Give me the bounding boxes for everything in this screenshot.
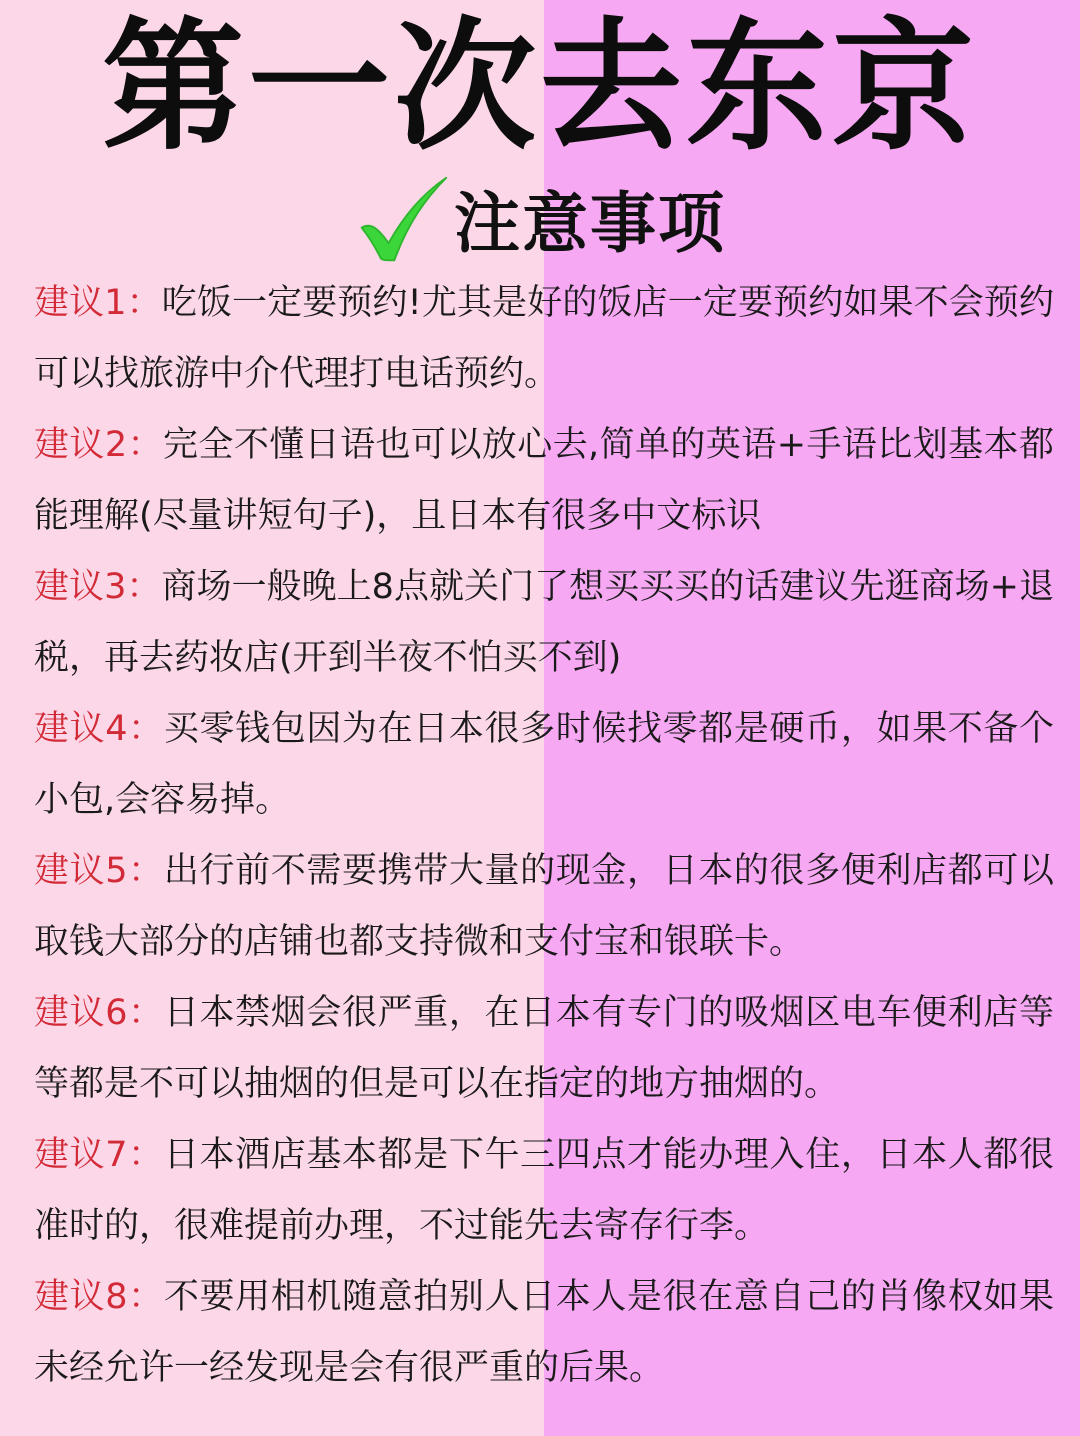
tip-text: 商场一般晚上8点就关门了想买买买的话建议先逛商场+退税，再去药妆店(开到半夜不怕买不到) <box>34 567 1054 678</box>
tip-label: 建议7： <box>34 1135 164 1175</box>
tip-text: 出行前不需要携带大量的现金，日本的很多便利店都可以取钱大部分的店铺也都支持微和支付宝和银联卡。 <box>34 851 1054 962</box>
tip-text: 日本酒店基本都是下午三四点才能办理入住，日本人都很准时的，很难提前办理，不过能先去寄存行李。 <box>34 1135 1054 1246</box>
subtitle-row <box>0 178 1080 268</box>
tips-list <box>34 268 1054 1404</box>
tip-label: 建议4： <box>34 709 164 749</box>
green-checkmark-icon <box>354 172 450 268</box>
tip-text: 买零钱包因为在日本很多时候找零都是硬币，如果不备个小包,会容易掉。 <box>34 709 1054 820</box>
tip-item-6 <box>34 978 1054 1120</box>
tip-label: 建议6： <box>34 993 164 1033</box>
tip-item-7 <box>34 1120 1054 1262</box>
tip-text: 吃饭一定要预约!尤其是好的饭店一定要预约如果不会预约可以找旅游中介代理打电话预约。 <box>34 283 1054 394</box>
tip-text: 日本禁烟会很严重，在日本有专门的吸烟区电车便利店等等都是不可以抽烟的但是可以在指定的地方抽烟的。 <box>34 993 1054 1104</box>
tip-label: 建议1： <box>34 283 162 323</box>
tip-item-2 <box>34 410 1054 552</box>
tip-label: 建议3： <box>34 567 162 607</box>
tip-item-5 <box>34 836 1054 978</box>
tip-item-4 <box>34 694 1054 836</box>
tip-text: 不要用相机随意拍别人日本人是很在意自己的肖像权如果未经允许一经发现是会有很严重的后果。 <box>34 1277 1054 1388</box>
tip-item-1 <box>34 268 1054 410</box>
tip-item-8 <box>34 1262 1054 1404</box>
tip-label: 建议8： <box>34 1277 164 1317</box>
tip-text: 完全不懂日语也可以放心去,简单的英语+手语比划基本都能理解(尽量讲短句子)，且日本有很多中文标识 <box>34 425 1054 536</box>
tip-label: 建议5： <box>34 851 164 891</box>
tip-label: 建议2： <box>34 425 163 465</box>
subtitle: 注意事项 <box>454 184 726 262</box>
tip-item-3 <box>34 552 1054 694</box>
page-title: 第一次去东京 <box>102 4 978 170</box>
